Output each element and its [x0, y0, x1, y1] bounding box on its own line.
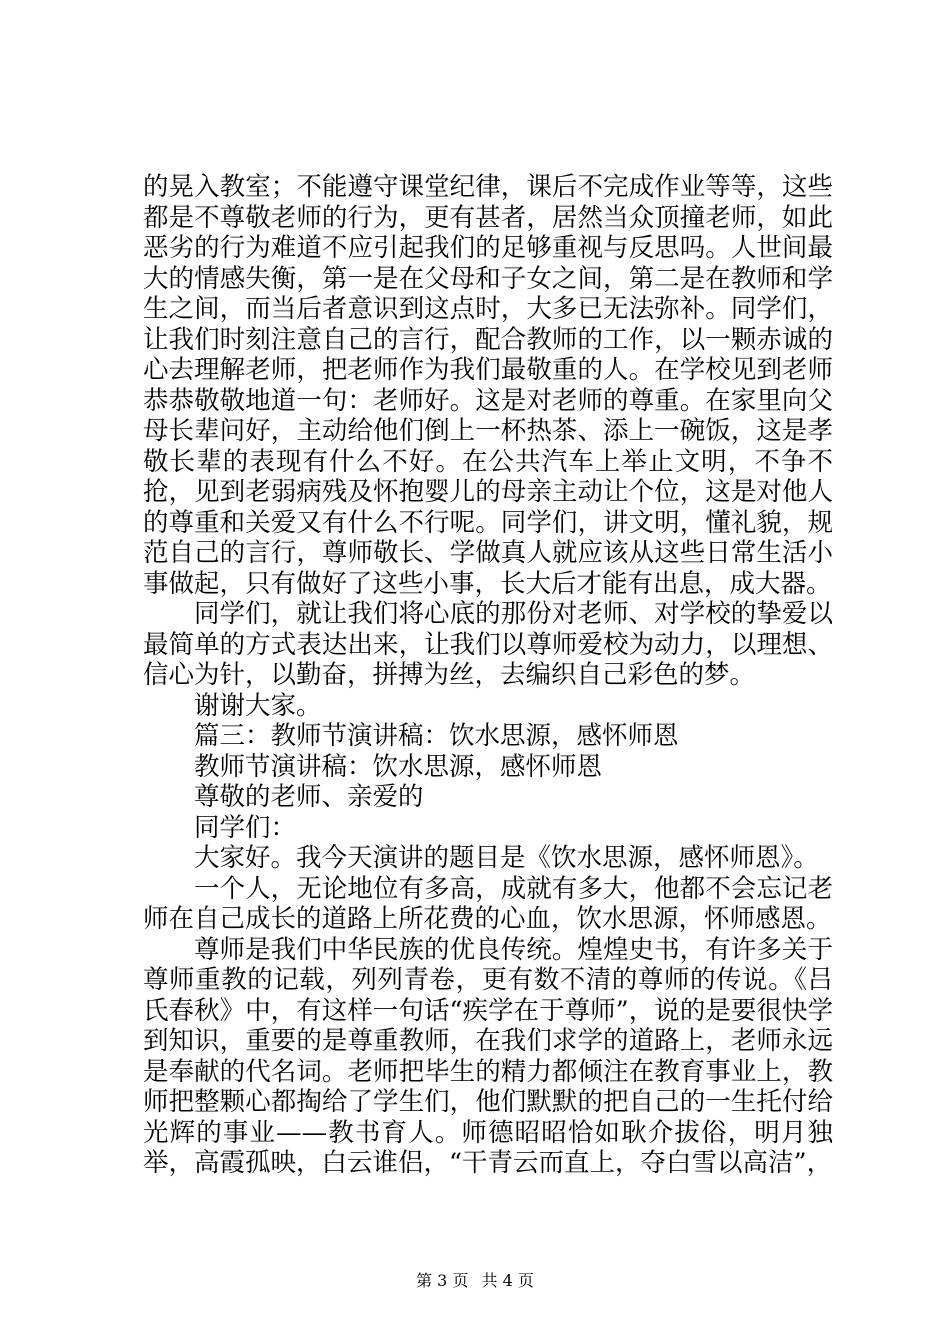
- section-heading: 篇三：教师节演讲稿：饮水思源，感怀师恩: [194, 721, 679, 751]
- paragraph-1: 的晃入教室；不能遵守课堂纪律，课后不完成作业等等，这些都是不尊敬老师的行为，更有甚者，居然当众顶撞老师，如此恶劣的行为难道不应引起我们的足够重视与反思吗。人世间最大的情感失衡，第一是在父母和子女之间，第二是在教师和学生之间，而当后者意识到这点时，大多已无法弥补。同学们，让我们时刻注意自己的言行，配合教师的工作，以一颗赤诚的心去理解老师，把老师作为我们最敬重的人。在学校见到老师恭恭敬敬地道一句：老师好。这是对老师的尊重。在家里向父母长辈问好，主动给他们倒上一杯热茶、添上一碗饭，这是孝敬长辈的表现有什么不好。在公共汽车上举止文明，不争不抢，见到老弱病残及怀抱婴儿的母亲主动让个位，这是对他人的尊重和关爱又有什么不行呢。同学们，讲文明，懂礼貌，规范自己的言行，尊师敬长、学做真人就应该从这些日常生活小事做起，只有做好了这些小事，长大后才能有出息，成大器。: [143, 172, 833, 599]
- paragraph-10: 尊师是我们中华民族的优良传统。煌煌史书，有许多关于尊师重教的记载，列列青卷，更有数不清的尊师的传说。《吕氏春秋》中，有这样一句话“疾学在于尊师”，说的是要很快学到知识，重要的是尊重教师，在我们求学的道路上，老师永远是奉献的代名词。老师把毕生的精力都倾注在教育事业上，教师把整颗心都掏给了学生们，他们默默的把自己的一生托付给光辉的事业——教书育人。师德昭昭恰如耿介拔俗，明月独举，高霞孤映，白云谁侣，“干青云而直上，夺白雪以高洁”，: [143, 934, 833, 1178]
- page-total: 共 4 页: [481, 1271, 534, 1290]
- paragraph-3: 谢谢大家。: [194, 690, 322, 721]
- page-footer: [0, 1271, 950, 1291]
- salutation-line-2: 同学们：: [194, 812, 297, 843]
- paragraph-2: 同学们，就让我们将心底的那份对老师、对学校的挚爱以最简单的方式表达出来，让我们以尊师爱校为动力，以理想、信心为针，以勤奋，拼搏为丝，去编织自己彩色的梦。: [143, 599, 833, 690]
- paragraph-9: 一个人，无论地位有多高，成就有多大，他都不会忘记老师在自己成长的道路上所花费的心血，饮水思源，怀师感恩。: [143, 873, 833, 934]
- page-number: 第 3 页: [416, 1271, 469, 1290]
- document-body: [143, 172, 833, 1179]
- salutation-line-1: 尊敬的老师、亲爱的: [194, 782, 424, 812]
- speech-title: 教师节演讲稿：饮水思源，感怀师恩: [194, 751, 603, 782]
- paragraph-greeting: 大家好。我今天演讲的题目是《饮水思源，感怀师恩》。: [194, 843, 819, 873]
